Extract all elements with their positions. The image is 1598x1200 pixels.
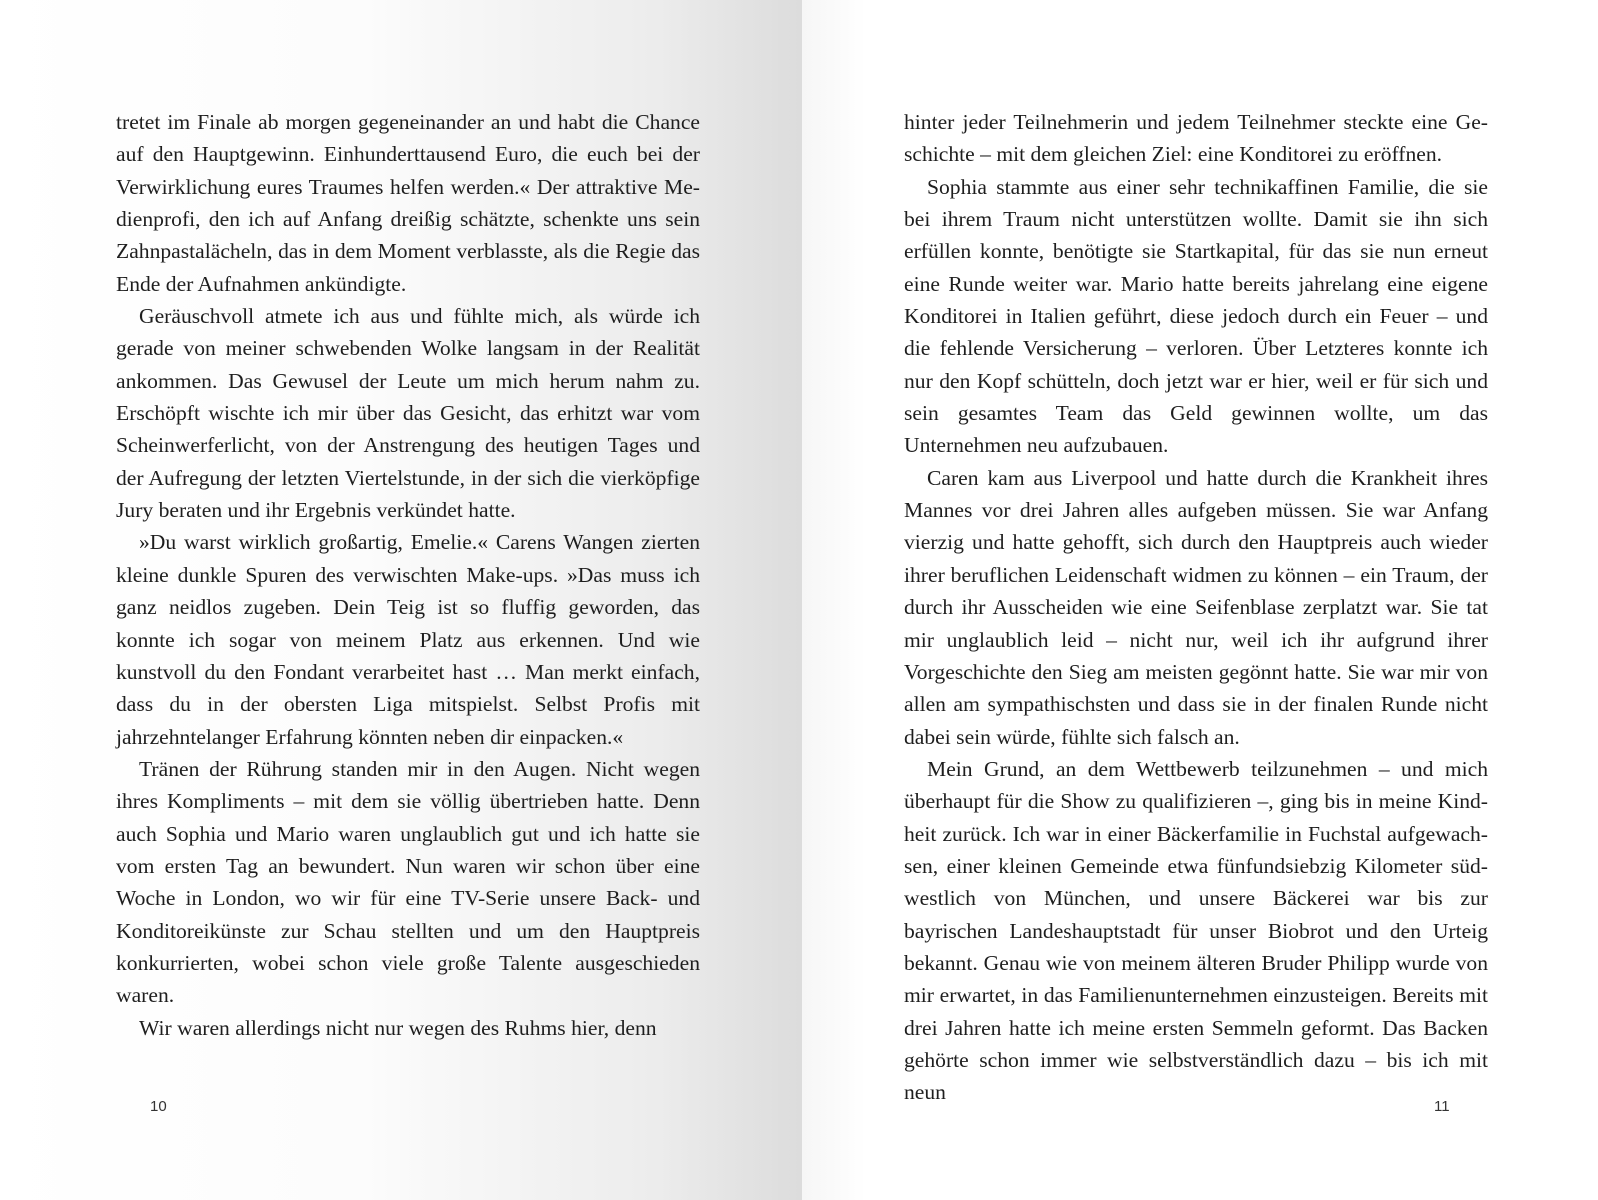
right-page bbox=[802, 0, 1598, 1200]
paragraph: Mein Grund, an dem Wettbewerb teilzunehmen – und mich überhaupt für die Show zu qualifizieren –, ging bis in meine Kindheit zurück. Ich war in einer Bäckerfamilie in Fuchstal aufgewachsen, einer kleinen Gemeinde etwa fünfundsiebzig Kilometer südwestlich von München, und unsere Bäckerei war bis zur bayrischen Landeshauptstadt für unser Biobrot und den Urteig bekannt. Genau wie von meinem älteren Bruder Philipp wurde von mir erwartet, in das Familienunternehmen einzusteigen. Bereits mit drei Jahren hatte ich meine ersten Semmeln geformt. Das Backen gehörte schon immer wie selbstverständlich dazu – bis ich mit neun bbox=[904, 756, 1488, 1105]
paragraph: »Du warst wirklich großartig, Emelie.« Carens Wangen zierten kleine dunkle Spuren des verwischten Make-ups. »Das muss ich ganz neidlos zugeben. Dein Teig ist so fluffig geworden, das konnte ich sogar von meinem Platz aus erkennen. Und wie kunstvoll du den Fondant verarbeitet hast … Man merkt einfach, dass du in der obersten Liga mitspielst. Selbst Profis mit jahrzehntelanger Erfahrung könnten neben dir einpacken.« bbox=[116, 530, 700, 749]
paragraph: Geräuschvoll atmete ich aus und fühlte mich, als würde ich gerade von meiner schwebenden Wolke langsam in der Realität ankommen. Das Gewusel der Leute um mich herum nahm zu. Erschöpft wischte ich mir über das Gesicht, das erhitzt war vom Scheinwerferlicht, von der Anstrengung des heutigen Tages und der Aufregung der letzten Viertelstunde, in der sich die vierköpfige Jury beraten und ihr Ergebnis verkündet hatte. bbox=[116, 304, 700, 523]
paragraph: hinter jeder Teilnehmerin und jedem Teilnehmer steckte eine Geschichte – mit dem gleichen Ziel: eine Konditorei zu eröffnen. bbox=[904, 110, 1488, 167]
paragraph: tretet im Finale ab morgen gegeneinander an und habt die Chance auf den Hauptgewinn. Einhunderttausend Euro, die euch bei der Verwirklichung eures Traumes helfen werden.« Der attraktive Medienprofi, den ich auf Anfang dreißig schätzte, schenkte uns sein Zahnpastalächeln, das in dem Moment verblasste, als die Regie das Ende der Aufnahmen ankündigte. bbox=[116, 110, 700, 296]
paragraph: Wir waren allerdings nicht nur wegen des Ruhms hier, denn bbox=[139, 1015, 657, 1040]
left-page-text bbox=[116, 106, 700, 1044]
paragraph: Sophia stammte aus einer sehr technikaffinen Familie, die sie bei ihrem Traum nicht unterstützen wollte. Damit sie ihn sich erfüllen konnte, benötigte sie Startkapital, für das sie nun erneut eine Runde weiter war. Mario hatte bereits jahrelang eine eigene Konditorei in Italien geführt, diese jedoch durch ein Feuer – und die fehlende Versicherung – verloren. Über Letzteres konnte ich nur den Kopf schütteln, doch jetzt war er hier, weil er für sich und sein gesamtes Team das Geld gewinnen wollte, um das Unternehmen neu aufzubauen. bbox=[904, 174, 1488, 458]
right-page-text bbox=[904, 106, 1488, 1109]
paragraph: Tränen der Rührung standen mir in den Augen. Nicht wegen ihres Kompliments – mit dem sie völlig übertrieben hatte. Denn auch Sophia und Mario waren unglaublich gut und ich hatte sie vom ersten Tag an bewundert. Nun waren wir schon über eine Woche in London, wo wir für eine TV-Serie unsere Back- und Konditoreikünste zur Schau stellten und um den Hauptpreis konkurrierten, wobei schon viele große Talente ausgeschieden waren. bbox=[116, 756, 700, 1008]
page-number-left: 10 bbox=[150, 1098, 167, 1115]
paragraph: Caren kam aus Liverpool und hatte durch die Krankheit ihres Mannes vor drei Jahren alles aufgeben müssen. Sie war Anfang vierzig und hatte gehofft, sich durch den Hauptpreis auch wieder ihrer beruflichen Leidenschaft widmen zu können – ein Traum, der durch ihr Ausscheiden wie eine Seifenblase zerplatzt war. Sie tat mir unglaublich leid – nicht nur, weil ich ihr aufgrund ihrer Vorgeschichte den Sieg am meisten gegönnt hatte. Sie war mir von allen am sympathischsten und dass sie in der finalen Runde nicht dabei sein würde, fühlte sich falsch an. bbox=[904, 465, 1488, 749]
page-number-right: 11 bbox=[1434, 1098, 1450, 1115]
